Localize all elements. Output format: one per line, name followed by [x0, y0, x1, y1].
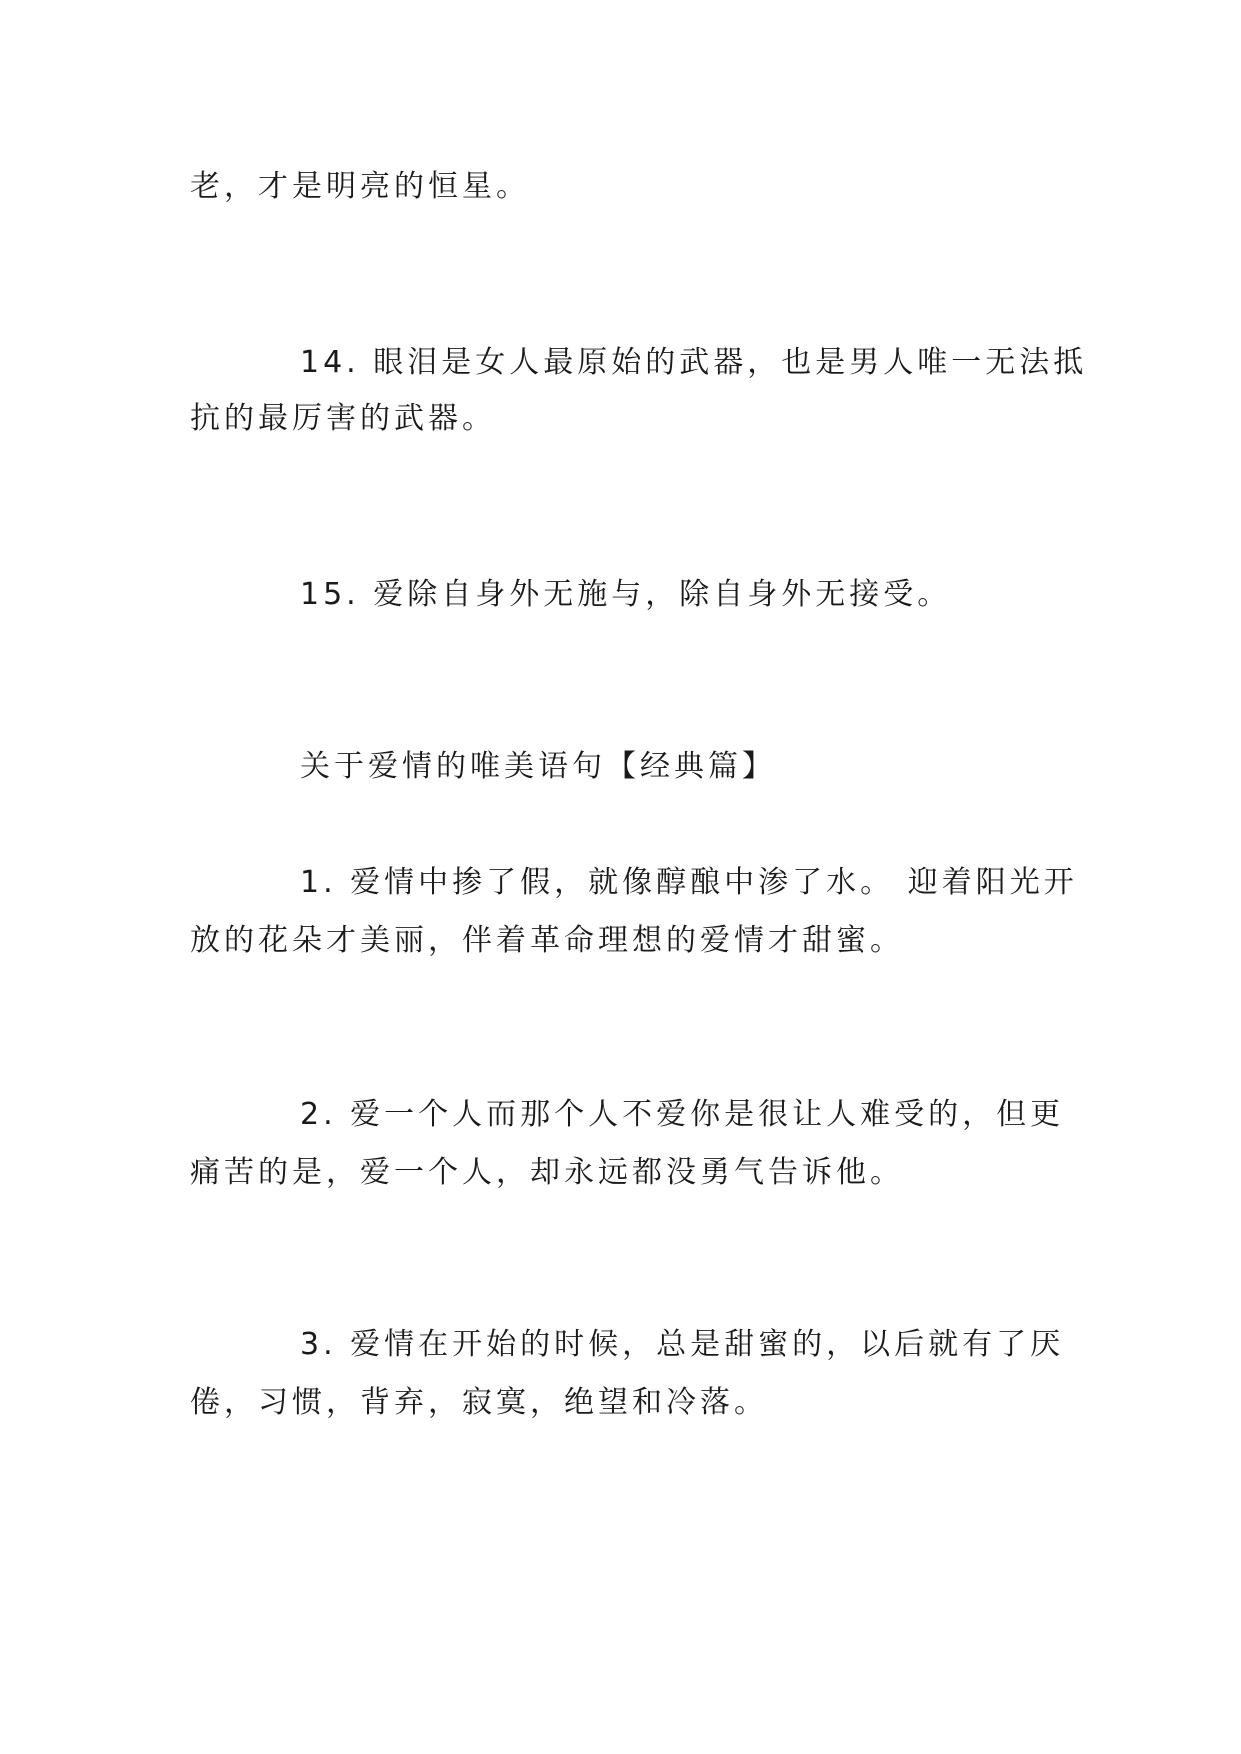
quote-3-line-1: 3. 爱情在开始的时候，总是甜蜜的，以后就有了厌: [300, 1327, 1065, 1362]
quote-2-line-1: 2. 爱一个人而那个人不爱你是很让人难受的，但更: [300, 1097, 1065, 1132]
section-heading: 关于爱情的唯美语句【经典篇】: [300, 749, 776, 784]
quote-15-line: 15. 爱除自身外无施与，除自身外无接受。: [300, 577, 952, 612]
quote-14-line-2: 抗的最厉害的武器。: [190, 401, 496, 436]
quote-14-line-1: 14. 眼泪是女人最原始的武器，也是男人唯一无法抵: [300, 345, 1088, 380]
quote-3-line-2: 倦，习惯，背弃，寂寞，绝望和冷落。: [190, 1385, 768, 1420]
paragraph-line: 老，才是明亮的恒星。: [190, 169, 530, 204]
quote-1-line-2: 放的花朵才美丽，伴着革命理想的爱情才甜蜜。: [190, 923, 904, 958]
quote-2-line-2: 痛苦的是，爱一个人，却永远都没勇气告诉他。: [190, 1155, 904, 1190]
quote-1-line-1: 1. 爱情中掺了假，就像醇酿中渗了水。 迎着阳光开: [300, 865, 1078, 900]
